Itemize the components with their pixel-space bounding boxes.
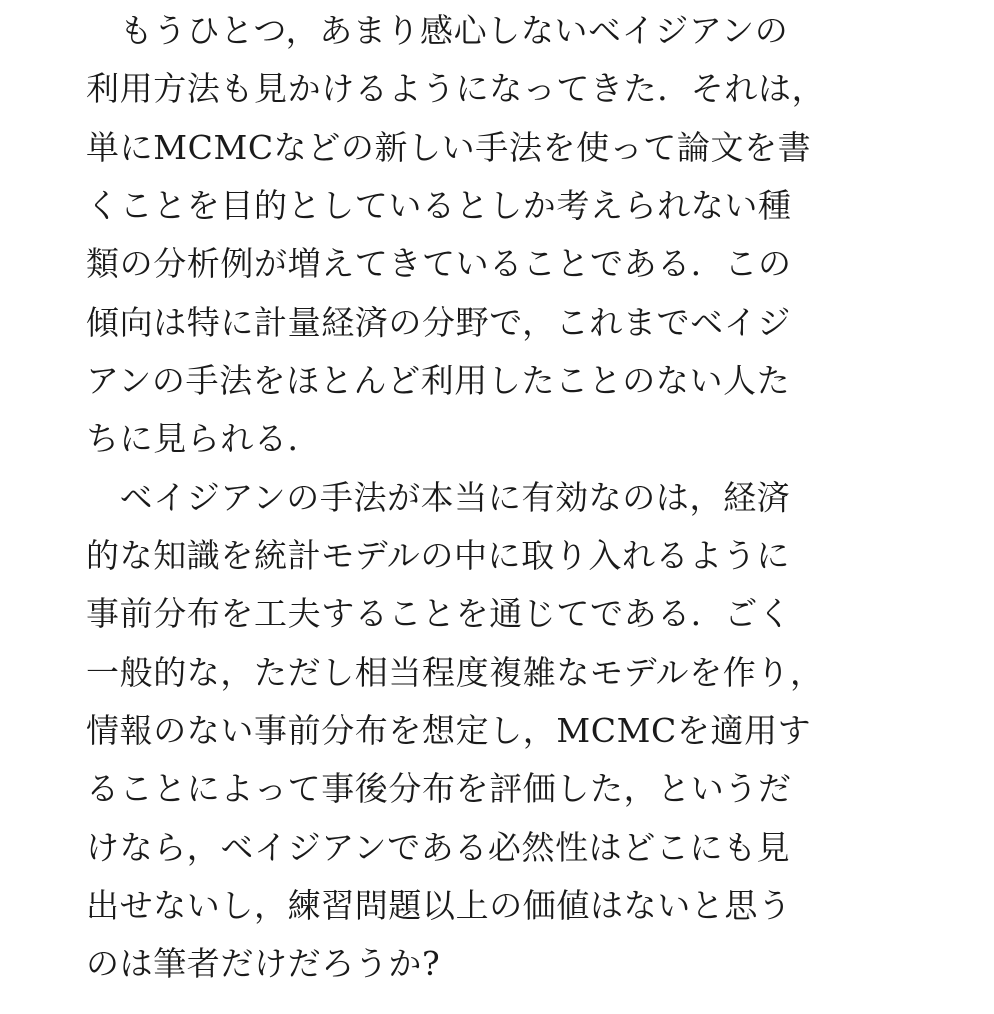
text-line: けなら，ベイジアンである必然性はどこにも見 [86,828,791,867]
text-line: 事前分布を工夫することを通じてである．ごく [86,594,792,633]
text-line: 的な知識を統計モデルの中に取り入れるように [86,536,790,575]
text-line: ることによって事後分布を評価した，というだ [86,769,792,808]
text-line: 情報のない事前分布を想定し，MCMCを適用す [86,711,812,750]
text-line: アンの手法をほとんど利用したことのない人た [86,361,791,400]
text-line: 出せないし，練習問題以上の価値はないと思う [86,886,792,925]
text-line: 一般的な，ただし相当程度複雑なモデルを作り， [86,653,824,692]
text-line: くことを目的としているとしか考えられない種 [86,186,792,225]
text-line: もうひとつ，あまり感心しないベイジアンの [86,11,789,50]
text-line: 傾向は特に計量経済の分野で，これまでベイジ [86,303,791,342]
text-line: のは筆者だけだろうか? [86,944,441,983]
text-line: 類の分析例が増えてきていることである．この [86,244,792,283]
text-line: ちに見られる． [86,419,322,458]
text-line: ベイジアンの手法が本当に有効なのは，経済 [86,478,791,517]
text-line: 利用方法も見かけるようになってきた．それは， [86,69,826,108]
text-line: 単にMCMCなどの新しい手法を使って論文を書 [86,128,812,167]
